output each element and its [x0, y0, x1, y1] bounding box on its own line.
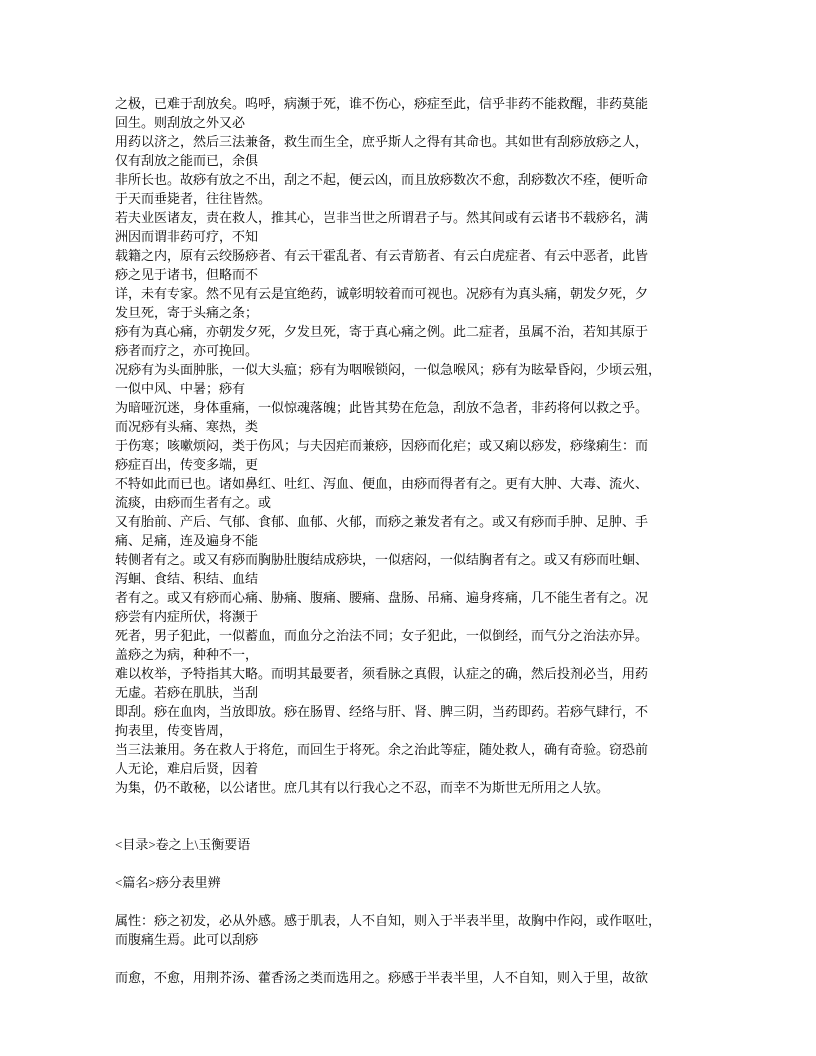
text-line: 当三法兼用。务在救人于将危，而回生于将死。余之治此等症，随处救人，确有奇验。窃恐前	[115, 742, 649, 757]
text-line: 者有之。或又有痧而心痛、胁痛、腹痛、腰痛、盘肠、吊痛、遍身疼痛，几不能生者有之。况	[115, 590, 649, 605]
preface-paragraph	[115, 94, 702, 797]
text-line: 为集，仍不敢秘，以公诸世。庶几其有以行我心之不忍，而幸不为斯世无所用之人欤。	[115, 780, 610, 795]
section-title-block	[115, 873, 702, 892]
toc-line: <目录>卷之上\玉衡要语	[115, 837, 251, 852]
text-line: 而腹痛生焉。此可以刮痧	[115, 932, 259, 947]
text-line: 拘表里，传变皆周，	[115, 723, 233, 738]
text-line: 载籍之内，原有云绞肠痧者、有云干霍乱者、有云青筋者、有云白虎症者、有云中恶者，此皆	[115, 248, 649, 263]
text-line: 痧有为真心痛，亦朝发夕死，夕发旦死，寄于真心痛之例。此二症者，虽属不治，若知其原于	[115, 324, 649, 339]
text-line: 不特如此而已也。诸如鼻红、吐红、泻血、便血，由痧而得者有之。更有大肿、大毒、流火、	[115, 476, 649, 491]
text-line: 非所长也。故痧有放之不出，刮之不起，便云凶，而且放痧数次不愈，刮痧数次不痊，便听命	[115, 172, 649, 187]
text-line: 于伤寒；咳嗽烦闷，类于伤风；与夫因疟而兼痧，因痧而化疟；或又痢以痧发，痧缘痢生：而	[115, 438, 649, 453]
text-line: 用药以济之，然后三法兼备，救生而生全，庶乎斯人之得有其命也。其如世有刮痧放痧之人，	[115, 134, 649, 149]
text-line: 一似中风、中暑；痧有	[115, 381, 246, 396]
text-line: 属性：痧之初发，必从外感。感于肌表，人不自知，则入于半表半里，故胸中作闷，或作呕吐，	[115, 913, 662, 928]
text-line: 若夫业医诸友，责在救人，推其心，岂非当世之所谓君子与。然其间或有云诸书不载痧名，满	[115, 210, 649, 225]
text-line: 流痰，由痧而生者有之。或	[115, 495, 272, 510]
text-line: 而况痧有头痛、寒热，类	[115, 419, 259, 434]
text-line: 发旦死，寄于头痛之条；	[115, 305, 259, 320]
text-line: 死者，男子犯此，一似蓄血，而血分之治法不同；女子犯此，一似倒经，而气分之治法亦异。	[115, 628, 649, 643]
text-line: 痧者而疗之，亦可挽回。	[115, 343, 259, 358]
text-line: 况痧有为头面肿胀，一似大头瘟；痧有为咽喉锁闷，一似急喉风；痧有为眩晕昏闷，少顷云殂，	[115, 362, 662, 377]
text-line: 痧之见于诸书，但略而不	[115, 267, 259, 282]
section-body-paragraph	[115, 911, 702, 949]
text-line: 洲因而谓非药可疗，不知	[115, 229, 259, 244]
section-title-line: <篇名>痧分表里辨	[115, 875, 221, 890]
text-line: 转侧者有之。或又有痧而胸胁肚腹结成痧块，一似痞闷，一似结胸者有之。或又有痧而吐蛔、	[115, 552, 649, 567]
text-line: 仅有刮放之能而已，余俱	[115, 153, 259, 168]
text-line: 于天而垂毙者，往往皆然。	[115, 191, 272, 206]
text-line: 回生。则刮放之外又必	[115, 115, 246, 130]
text-line: 详，未有专家。然不见有云是宜绝药，诚彰明较着而可视也。况痧有为真头痛，朝发夕死，夕	[115, 286, 649, 301]
toc-block	[115, 835, 702, 854]
text-line: 人无论，难启后贤，因着	[115, 761, 259, 776]
text-line: 泻蛔、食结、积结、血结	[115, 571, 259, 586]
text-line: 为暗哑沉迷，身体重痛，一似惊魂落魄；此皆其势在危急，刮放不急者，非药将何以救之乎。	[115, 400, 649, 415]
text-line: 盖痧之为病，种种不一，	[115, 647, 259, 662]
text-line: 痧症百出，传变多端，更	[115, 457, 259, 472]
text-line: 而愈，不愈，用荆芥汤、藿香汤之类而选用之。痧感于半表半里，人不自知，则入于里，故欲	[115, 970, 649, 985]
text-line: 难以枚举，予特指其大略。而明其最要者，须看脉之真假，认症之的确，然后投剂必当，用药	[115, 666, 649, 681]
text-line: 痛、足痛，连及遍身不能	[115, 533, 259, 548]
section-body-continuation	[115, 968, 702, 987]
text-line: 无虚。若痧在肌肤，当刮	[115, 685, 259, 700]
text-line: 之极，已难于刮放矣。呜呼，病濒于死，谁不伤心，痧症至此，信乎非药不能救醒，非药莫能	[115, 96, 649, 111]
text-line: 即刮。痧在血肉，当放即放。痧在肠胃、经络与肝、肾、脾三阴，当药即药。若痧气肆行，不	[115, 704, 649, 719]
text-line: 又有胎前、产后、气郁、食郁、血郁、火郁，而痧之兼发者有之。或又有痧而手肿、足肿、手	[115, 514, 649, 529]
text-line: 痧尝有内症所伏，将濒于	[115, 609, 259, 624]
